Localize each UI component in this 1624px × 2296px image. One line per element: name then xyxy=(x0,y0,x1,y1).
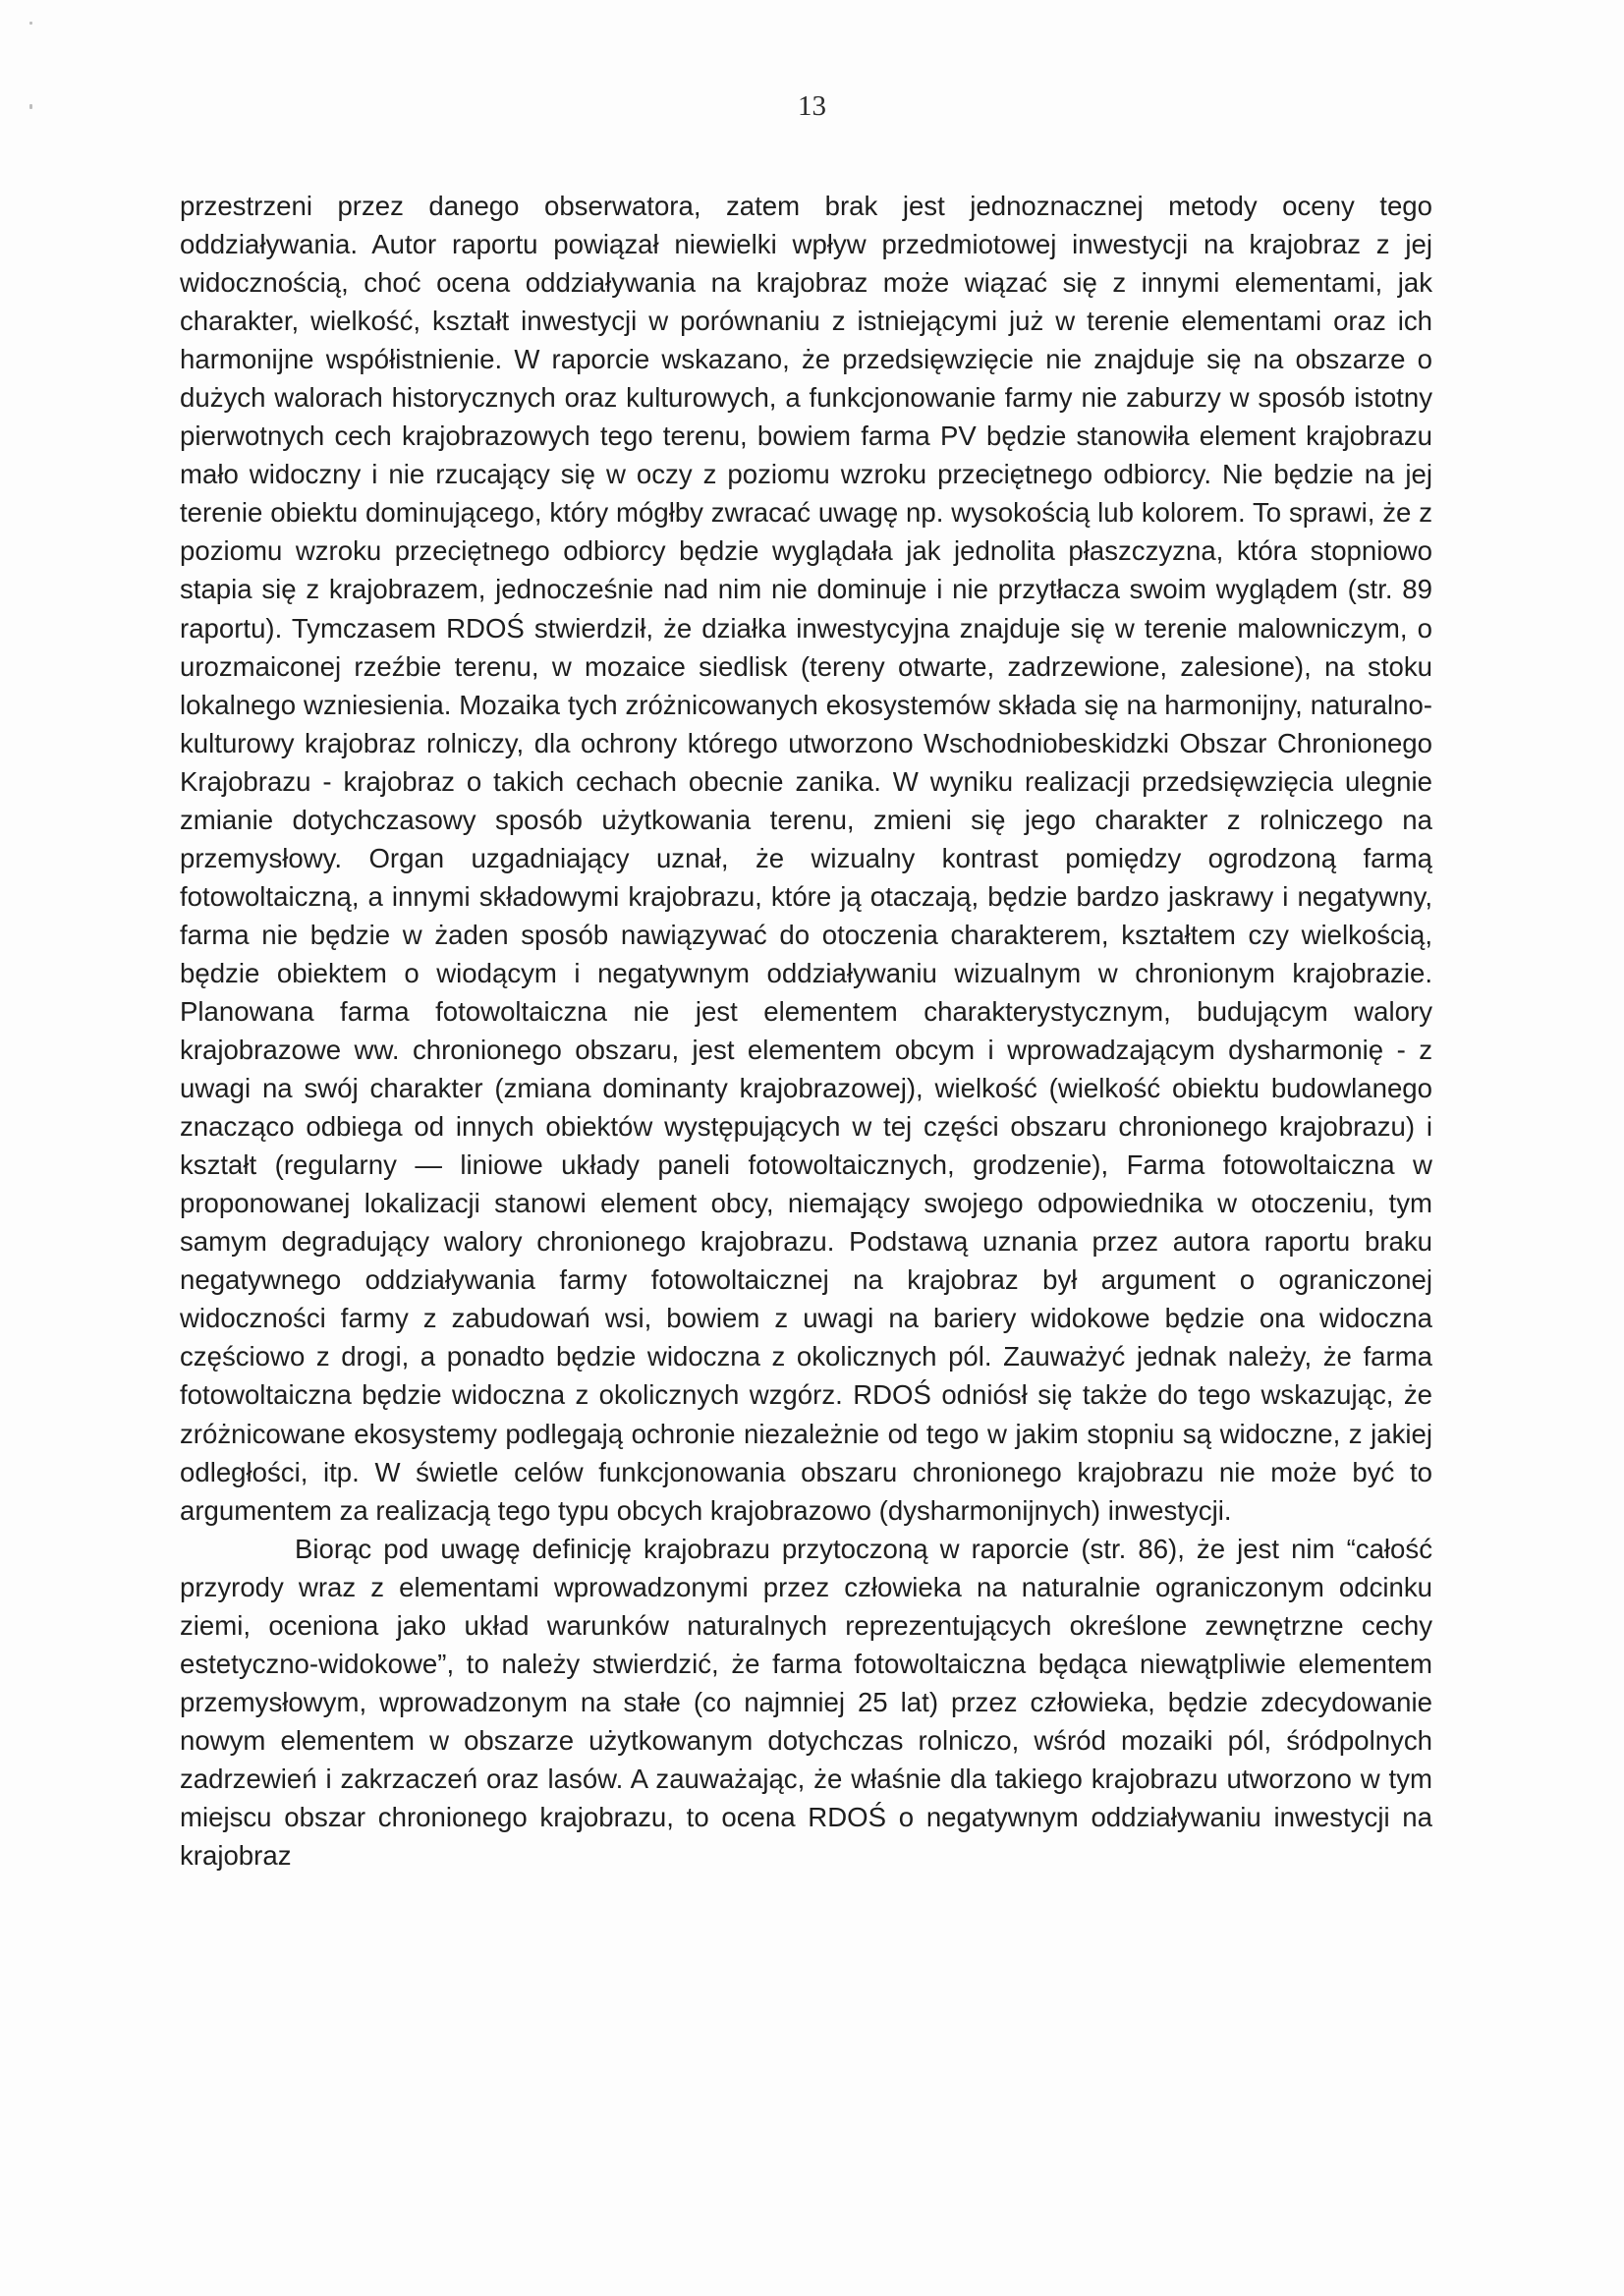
body-text xyxy=(180,187,1432,1875)
paragraph: przestrzeni przez danego obserwatora, zatem brak jest jednoznacznej metody oceny tego oddziaływania. Autor raportu powiązał niewielki wpływ przedmiotowej inwestycji na krajobraz z jej widocznością, choć ocena oddziaływania na krajobraz może wiązać się z innymi elementami, jak charakter, wielkość, kształt inwestycji w porównaniu z istniejącymi już w terenie elementami oraz ich harmonijne współistnienie. W raporcie wskazano, że przedsięwzięcie nie znajduje się na obszarze o dużych walorach historycznych oraz kulturowych, a funkcjonowanie farmy nie zaburzy w sposób istotny pierwotnych cech krajobrazowych tego terenu, bowiem farma PV będzie stanowiła element krajobrazu mało widoczny i nie rzucający się w oczy z poziomu wzroku przeciętnego odbiorcy. Nie będzie na jej terenie obiektu dominującego, który mógłby zwracać uwagę np. wysokością lub kolorem. To sprawi, że z poziomu wzroku przeciętnego odbiorcy będzie wyglądała jak jednolita płaszczyzna, która stopniowo stapia się z krajobrazem, jednocześnie nad nim nie dominuje i nie przytłacza swoim wyglądem (str. 89 raportu). Tymczasem RDOŚ stwierdził, że działka inwestycyjna znajduje się w terenie malowniczym, o urozmaiconej rzeźbie terenu, w mozaice siedlisk (tereny otwarte, zadrzewione, zalesione), na stoku lokalnego wzniesienia. Mozaika tych zróżnicowanych ekosystemów składa się na harmonijny, naturalno-kulturowy krajobraz rolniczy, dla ochrony którego utworzono Wschodniobeskidzki Obszar Chronionego Krajobrazu - krajobraz o takich cechach obecnie zanika. W wyniku realizacji przedsięwzięcia ulegnie zmianie dotychczasowy sposób użytkowania terenu, zmieni się jego charakter z rolniczego na przemysłowy. Organ uzgadniający uznał, że wizualny kontrast pomiędzy ogrodzoną farmą fotowoltaiczną, a innymi składowymi krajobrazu, które ją otaczają, będzie bardzo jaskrawy i negatywny, farma nie będzie w żaden sposób nawiązywać do otoczenia charakterem, kształtem czy wielkością, będzie obiektem o wiodącym i negatywnym oddziaływaniu wizualnym w chronionym krajobrazie. Planowana farma fotowoltaiczna nie jest elementem charakterystycznym, budującym walory krajobrazowe ww. chronionego obszaru, jest elementem obcym i wprowadzającym dysharmonię - z uwagi na swój charakter (zmiana dominanty krajobrazowej), wielkość (wielkość obiektu budowlanego znacząco odbiega od innych obiektów występujących w tej części obszaru chronionego krajobrazu) i kształt (regularny — liniowe układy paneli fotowoltaicznych, grodzenie), Farma fotowoltaiczna w proponowanej lokalizacji stanowi element obcy, niemający swojego odpowiednika w otoczeniu, tym samym degradujący walory chronionego krajobrazu. Podstawą uznania przez autora raportu braku negatywnego oddziaływania farmy fotowoltaicznej na krajobraz był argument o ograniczonej widoczności farmy z zabudowań wsi, bowiem z uwagi na bariery widokowe będzie ona widoczna częściowo z drogi, a ponadto będzie widoczna z okolicznych pól. Zauważyć jednak należy, że farma fotowoltaiczna będzie widoczna z okolicznych wzgórz. RDOŚ odniósł się także do tego wskazując, że zróżnicowane ekosystemy podlegają ochronie niezależnie od tego w jakim stopniu są widoczne, z jakiej odległości, itp. W świetle celów funkcjonowania obszaru chronionego krajobrazu nie może być to argumentem za realizacją tego typu obcych krajobrazowo (dysharmonijnych) inwestycji. xyxy=(180,191,1432,1526)
page-number: 13 xyxy=(798,90,826,122)
scan-speck xyxy=(29,22,32,25)
paragraph: Biorąc pod uwagę definicję krajobrazu przytoczoną w raporcie (str. 86), że jest nim “całość przyrody wraz z elementami wprowadzonymi przez człowieka na naturalnie ograniczonym odcinku ziemi, oceniona jako układ warunków naturalnych reprezentujących określone zewnętrzne cechy estetyczno-widokowe”, to należy stwierdzić, że farma fotowoltaiczna będąca niewątpliwie elementem przemysłowym, wprowadzonym na stałe (co najmniej 25 lat) przez człowieka, będzie zdecydowanie nowym elementem w obszarze użytkowanym dotychczas rolniczo, wśród mozaiki pól, śródpolnych zadrzewień i zakrzaczeń oraz lasów. A zauważając, że właśnie dla takiego krajobrazu utworzono w tym miejscu obszar chronionego krajobrazu, to ocena RDOŚ o negatywnym oddziaływaniu inwestycji na krajobraz xyxy=(180,1533,1432,1872)
